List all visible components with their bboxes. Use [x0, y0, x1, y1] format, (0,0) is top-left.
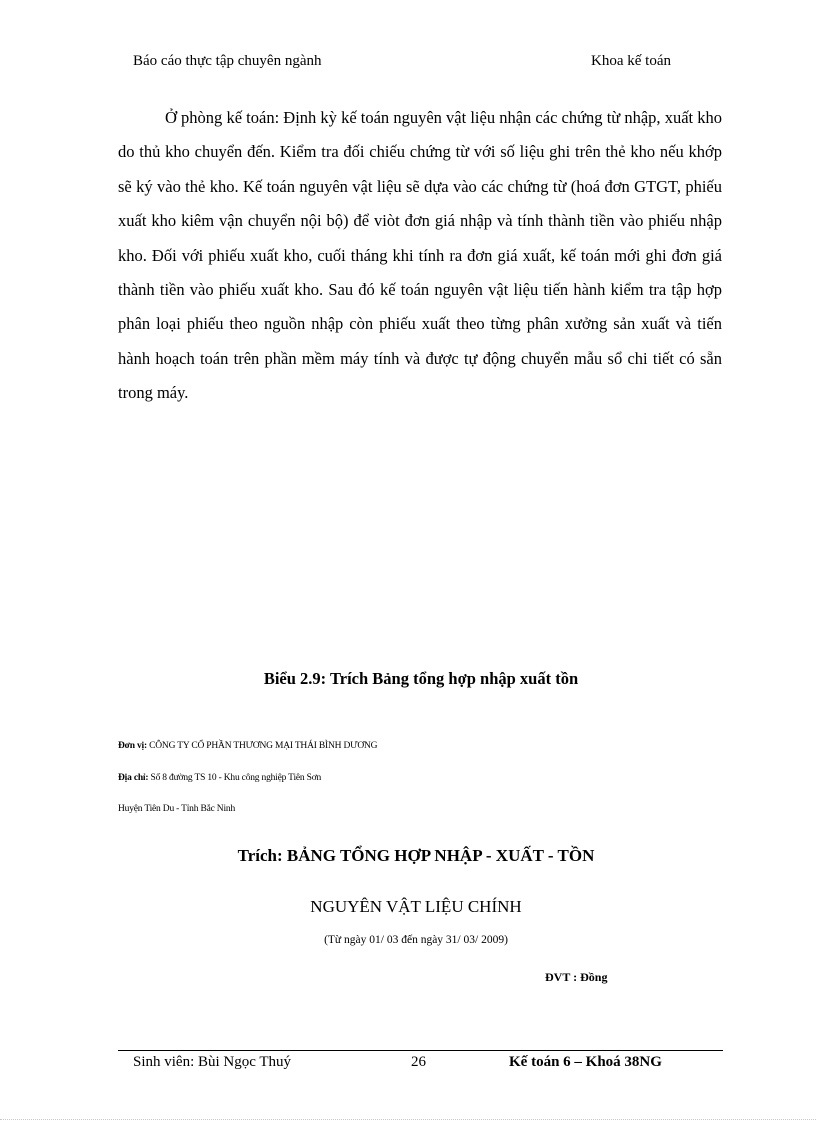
company-address-line	[118, 773, 321, 783]
header-report-title: Báo cáo thực tập chuyên ngành	[133, 53, 322, 69]
company-address-label: Địa chỉ:	[118, 773, 149, 783]
company-unit-label: Đơn vị:	[118, 741, 147, 751]
company-unit-line	[118, 741, 377, 751]
footer-class: Kế toán 6 – Khoá 38NG	[509, 1054, 662, 1070]
footer-student: Sinh viên: Bùi Ngọc Thuý	[133, 1054, 292, 1070]
currency-unit: ĐVT : Đồng	[545, 970, 608, 984]
company-address-line2: Huyện Tiên Du - Tỉnh Bắc Ninh	[118, 804, 235, 814]
table-title: Trích: BẢNG TỔNG HỢP NHẬP - XUẤT - TỒN	[237, 846, 595, 865]
table-date-range: (Từ ngày 01/ 03 đến ngày 31/ 03/ 2009)	[324, 934, 508, 946]
footer-page-number: 26	[411, 1054, 426, 1070]
company-unit-value: CÔNG TY CỔ PHẦN THƯƠNG MẠI THÁI BÌNH DƯƠNG	[146, 741, 378, 751]
table-subtitle: NGUYÊN VẬT LIỆU CHÍNH	[310, 897, 522, 916]
header-department: Khoa kế toán	[591, 53, 671, 69]
footer-divider	[118, 1050, 723, 1051]
figure-title: Biểu 2.9: Trích Bảng tổng hợp nhập xuất tồn	[263, 669, 579, 688]
body-paragraph: Ở phòng kế toán: Định kỳ kế toán nguyên vật liệu nhận các chứng từ nhập, xuất kho do thủ kho chuyển đến. Kiểm tra đối chiếu chứng từ với số liệu ghi trên thẻ kho nếu khớp sẽ ký vào thẻ kho. Kế toán nguyên vật liệu sẽ dựa vào các chứng từ (hoá đơn GTGT, phiếu xuất kho kiêm vận chuyển nội bộ) để viòt đơn giá nhập và tính thành tiền vào phiếu nhập kho. Đối với phiếu xuất kho, cuối tháng khi tính ra đơn giá xuất, kế toán mới ghi đơn giá thành tiền vào phiếu xuất kho. Sau đó kế toán nguyên vật liệu tiến hành kiểm tra tập hợp phân loại phiếu theo nguồn nhập còn phiếu xuất theo từng phân xưởng sản xuất và tiến hành hoạch toán trên phần mềm máy tính và được tự động chuyển mẫu sổ chi tiết có sẵn trong máy.	[118, 108, 722, 403]
company-address-value: Số 8 đường TS 10 - Khu công nghiệp Tiên Sơn	[148, 773, 322, 783]
page-edge	[0, 1119, 816, 1120]
